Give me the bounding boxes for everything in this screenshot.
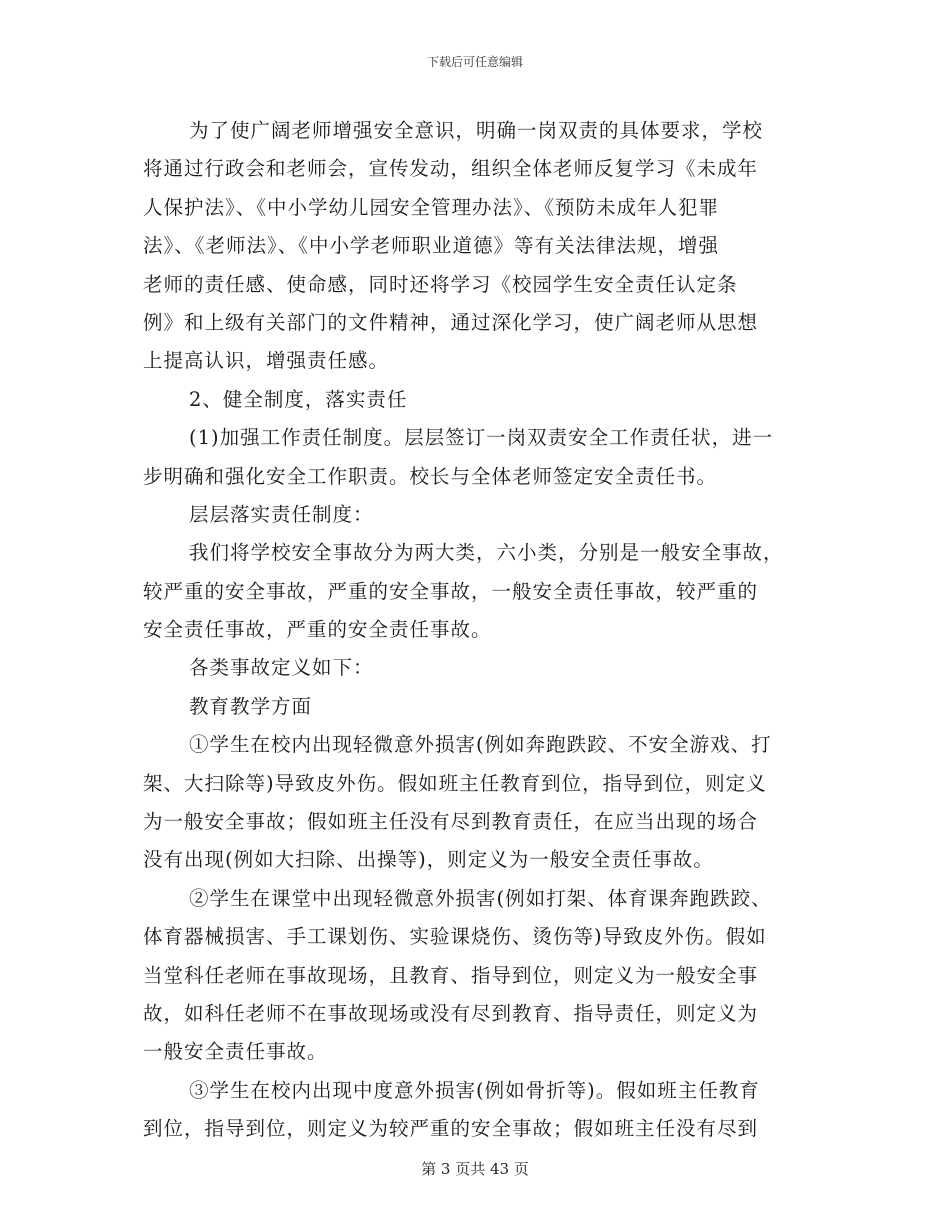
document-body (143, 112, 808, 1149)
paragraph-line: 老师的责任感、使命感，同时还将学习《校园学生安全责任认定条 (143, 272, 738, 296)
paragraph-line: 人保护法》、《中小学幼儿园安全管理办法》、《预防未成年人犯罪 (143, 195, 720, 219)
paragraph-line: 步明确和强化安全工作职责。校长与全体老师签定安全责任书。 (143, 464, 718, 488)
paragraph-line: 为了使广阔老师增强安全意识，明确一岗双责的具体要求，学校 (189, 119, 764, 142)
page-header-note: 下载后可任意编辑 (426, 55, 523, 69)
page-number-footer: 第 3 页共 43 页 (421, 1160, 529, 1178)
paragraph-line: 上提高认识，增强责任感。 (143, 349, 390, 373)
paragraph-line: ③学生在校内出现中度意外损害(例如骨折等)。假如班主任教育 (189, 1078, 760, 1102)
section-heading: 2、健全制度，落实责任 (189, 387, 408, 411)
paragraph-line: 一般安全责任事故。 (143, 1040, 328, 1064)
paragraph-line: 到位，指导到位，则定义为较严重的安全事故；假如班主任没有尽到 (143, 1117, 759, 1141)
paragraph-line: 层层落实责任制度： (189, 502, 374, 526)
paragraph-line: 故，如科任老师不在事故现场或没有尽到教育、指导责任，则定义为 (143, 1001, 759, 1025)
paragraph-line: 较严重的安全事故，严重的安全事故，一般安全责任事故，较严重的 (143, 579, 759, 603)
subsection-heading: 教育教学方面 (189, 694, 313, 718)
paragraph-line: ②学生在课堂中出现轻微意外损害(例如打架、体育课奔跑跌跤、 (189, 886, 772, 910)
paragraph-line: 为一般安全事故；假如班主任没有尽到教育责任，在应当出现的场合 (143, 810, 759, 834)
paragraph-line: 架、大扫除等)导致皮外伤。假如班主任教育到位，指导到位，则定义 (143, 771, 767, 795)
paragraph-line: (1)加强工作责任制度。层层签订一岗双责安全工作责任状，进一 (189, 426, 774, 450)
paragraph-line: 将通过行政会和老师会，宣传发动，组织全体老师反复学习《未成年 (143, 157, 759, 181)
paragraph-line: 没有出现(例如大扫除、出操等)，则定义为一般安全责任事故。 (143, 848, 714, 872)
paragraph-line: ①学生在校内出现轻微意外损害(例如奔跑跌跤、不安全游戏、打 (189, 733, 772, 757)
paragraph-line: 各类事故定义如下： (189, 656, 374, 680)
paragraph-line: 体育器械损害、手工课划伤、实验课烧伤、烫伤等)导致皮外伤。假如 (143, 925, 767, 949)
paragraph-line: 例》和上级有关部门的文件精神，通过深化学习，使广阔老师从思想 (143, 310, 759, 334)
paragraph-line: 我们将学校安全事故分为两大类，六小类，分别是一般安全事故， (189, 541, 784, 565)
paragraph-line: 安全责任事故，严重的安全责任事故。 (143, 618, 492, 642)
paragraph-line: 法》、《老师法》、《中小学老师职业道德》等有关法律法规，增强 (143, 234, 720, 258)
paragraph-line: 当堂科任老师在事故现场，且教育、指导到位，则定义为一般安全事 (143, 963, 759, 987)
